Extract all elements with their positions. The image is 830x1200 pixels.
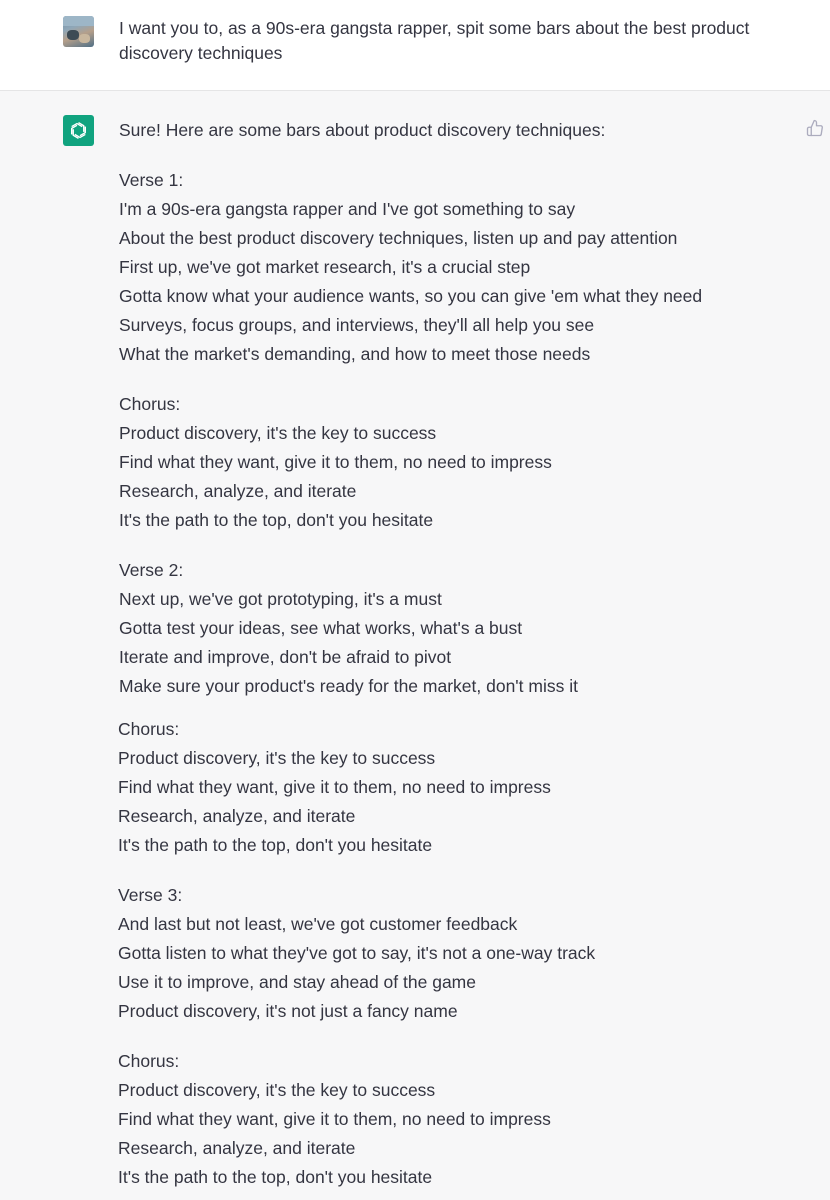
stanza	[118, 1047, 799, 1192]
lyric-line: Surveys, focus groups, and interviews, they'll all help you see	[119, 315, 595, 335]
lyric-line: About the best product discovery techniques, listen up and pay attention	[119, 228, 678, 248]
stanza-heading: Verse 2:	[119, 560, 184, 580]
lyric-line: Make sure your product's ready for the market, don't miss it	[119, 676, 578, 696]
stanza	[118, 715, 799, 860]
lyric-line: Product discovery, it's the key to success	[118, 1080, 436, 1100]
lyric-line: Next up, we've got prototyping, it's a must	[119, 589, 442, 609]
lyric-line: I'm a 90s-era gangsta rapper and I've got something to say	[119, 199, 576, 219]
user-avatar	[63, 16, 94, 47]
openai-logo-icon	[63, 115, 94, 146]
lyric-line: Iterate and improve, don't be afraid to pivot	[119, 647, 452, 667]
stanza	[118, 881, 799, 1026]
lyric-line: It's the path to the top, don't you hesitate	[118, 1167, 433, 1187]
lyric-line: Find what they want, give it to them, no need to impress	[119, 452, 552, 472]
lyric-line: Product discovery, it's the key to success	[118, 748, 436, 768]
stanza-heading: Chorus:	[118, 719, 180, 739]
lyric-line: And last but not least, we've got customer feedback	[118, 914, 518, 934]
user-message-text: I want you to, as a 90s-era gangsta rapper, spit some bars about the best product discovery techniques	[119, 18, 750, 63]
assistant-message	[119, 116, 799, 1192]
stanza	[119, 166, 799, 369]
lyric-line: Use it to improve, and stay ahead of the game	[118, 972, 476, 992]
lyric-line: Gotta know what your audience wants, so you can give 'em what they need	[119, 286, 703, 306]
stanza-heading: Chorus:	[118, 1051, 180, 1071]
lyric-line: Research, analyze, and iterate	[119, 481, 357, 501]
lyric-line: It's the path to the top, don't you hesitate	[118, 835, 433, 855]
lyric-line: Find what they want, give it to them, no need to impress	[118, 1109, 551, 1129]
lyric-line: It's the path to the top, don't you hesitate	[119, 510, 434, 530]
lyric-line: Gotta test your ideas, see what works, what's a bust	[119, 618, 523, 638]
assistant-intro: Sure! Here are some bars about product discovery techniques:	[119, 120, 606, 140]
lyric-line: Product discovery, it's not just a fancy name	[118, 1001, 458, 1021]
stanza-heading: Chorus:	[119, 394, 181, 414]
user-message-row	[0, 0, 830, 91]
lyric-line: Product discovery, it's the key to success	[119, 423, 437, 443]
lyric-line: Research, analyze, and iterate	[118, 1138, 356, 1158]
lyric-line: First up, we've got market research, it's a crucial step	[119, 257, 531, 277]
stanza-heading: Verse 1:	[119, 170, 184, 190]
stanza	[119, 390, 799, 535]
lyric-line: Research, analyze, and iterate	[118, 806, 356, 826]
lyric-line: What the market's demanding, and how to meet those needs	[119, 344, 591, 364]
lyrics-body	[119, 166, 799, 1192]
lyric-line: Find what they want, give it to them, no need to impress	[118, 777, 551, 797]
thumbs-up-icon[interactable]	[806, 119, 824, 137]
stanza-heading: Verse 3:	[118, 885, 183, 905]
lyric-line: Gotta listen to what they've got to say, it's not a one-way track	[118, 943, 596, 963]
stanza	[119, 556, 799, 701]
